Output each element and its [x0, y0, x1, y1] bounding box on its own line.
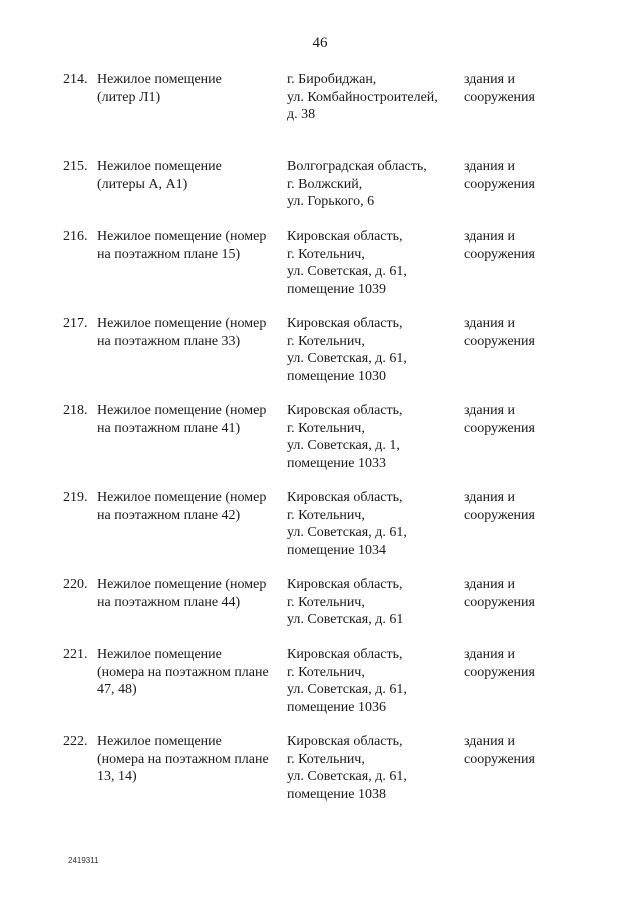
list-item — [0, 489, 640, 576]
entry-category-line: сооружения — [464, 664, 535, 680]
entry-category — [464, 228, 584, 263]
entry-name — [97, 71, 285, 106]
entry-address-line: г. Котельнич, — [287, 594, 365, 610]
entry-category-line: здания и — [464, 316, 516, 331]
entry-address — [287, 733, 457, 803]
entry-category-line: здания и — [464, 229, 516, 244]
entry-name-line: на поэтажном плане 44) — [97, 594, 241, 610]
entry-category-line: сооружения — [464, 420, 535, 436]
entry-name-line: Нежилое помещение — [97, 72, 222, 87]
entry-address-line: г. Волжский, — [287, 176, 363, 192]
entry-category-line: сооружения — [464, 333, 535, 349]
list-item — [0, 315, 640, 402]
entry-address-line: Кировская область, — [287, 403, 403, 418]
entry-category — [464, 71, 584, 106]
entry-address-line: г. Котельнич, — [287, 664, 365, 680]
entry-name — [97, 489, 285, 524]
entry-name-line: (литеры А, А1) — [97, 176, 188, 192]
entry-number: 221. — [63, 647, 88, 662]
entry-category — [464, 576, 584, 611]
entry-category — [464, 733, 584, 768]
entry-address-line: помещение 1030 — [287, 368, 386, 384]
entry-number: 219. — [63, 490, 88, 505]
entry-address-line: Кировская область, — [287, 734, 403, 749]
entry-address-line: г. Котельнич, — [287, 333, 365, 349]
entry-category-line: здания и — [464, 159, 516, 174]
entry-address-line: помещение 1036 — [287, 699, 386, 715]
entry-number: 222. — [63, 734, 88, 749]
entry-number: 214. — [63, 72, 88, 87]
page-number: 46 — [312, 35, 328, 51]
entry-category-line: сооружения — [464, 246, 535, 262]
entry-address-line: ул. Советская, д. 61, — [287, 525, 407, 540]
entry-address-line: Волгоградская область, — [287, 159, 427, 174]
entry-name-line: (номера на поэтажном плане — [97, 664, 269, 680]
entry-number: 218. — [63, 403, 88, 418]
entry-name — [97, 315, 285, 350]
entry-name-line: Нежилое помещение (номер — [97, 577, 267, 592]
entry-address — [287, 489, 457, 559]
entry-name — [97, 576, 285, 611]
entry-address-line: Кировская область, — [287, 647, 403, 662]
entry-name — [97, 158, 285, 193]
entry-category — [464, 646, 584, 681]
entry-address-line: г. Котельнич, — [287, 246, 365, 262]
entry-address-line: ул. Советская, д. 61, — [287, 769, 407, 784]
entry-category-line: здания и — [464, 490, 516, 505]
entry-category — [464, 158, 584, 193]
entry-name-line: Нежилое помещение — [97, 159, 222, 174]
entry-address-line: ул. Горького, 6 — [287, 194, 375, 209]
entry-number: 217. — [63, 316, 88, 331]
entry-name-line: Нежилое помещение (номер — [97, 490, 267, 505]
entry-address-line: Кировская область, — [287, 229, 403, 244]
entry-number: 216. — [63, 229, 88, 244]
list-item — [0, 646, 640, 733]
entry-name-line: (номера на поэтажном плане — [97, 751, 269, 767]
entry-address-line: Кировская область, — [287, 490, 403, 505]
entry-address — [287, 228, 457, 298]
entry-category-line: сооружения — [464, 594, 535, 610]
entry-name-line: (литер Л1) — [97, 89, 161, 105]
entry-name — [97, 733, 285, 786]
entry-address-line: Кировская область, — [287, 316, 403, 331]
entry-number: 220. — [63, 577, 88, 592]
entry-category — [464, 315, 584, 350]
entry-name-line: на поэтажном плане 41) — [97, 420, 241, 436]
entry-address — [287, 71, 457, 124]
entry-address-line: помещение 1038 — [287, 786, 386, 802]
entry-address-line: помещение 1034 — [287, 542, 386, 558]
entry-name-line: на поэтажном плане 15) — [97, 246, 241, 262]
entry-address-line: помещение 1039 — [287, 281, 386, 297]
entry-address-line: г. Котельнич, — [287, 420, 365, 436]
entry-address-line: д. 38 — [287, 107, 316, 122]
entry-address-line: ул. Советская, д. 61, — [287, 264, 407, 279]
entry-name — [97, 646, 285, 699]
entry-name-line: 13, 14) — [97, 769, 137, 784]
list-item — [0, 576, 640, 646]
entry-address — [287, 646, 457, 716]
list-item — [0, 71, 640, 158]
entry-name-line: Нежилое помещение (номер — [97, 229, 267, 244]
entry-category-line: сооружения — [464, 176, 535, 192]
entry-category-line: сооружения — [464, 507, 535, 523]
entries-list — [0, 71, 640, 820]
entry-address-line: ул. Советская, д. 61, — [287, 351, 407, 366]
entry-address-line: ул. Советская, д. 1, — [287, 438, 400, 453]
entry-address-line: помещение 1033 — [287, 455, 386, 471]
entry-category — [464, 402, 584, 437]
entry-address-line: ул. Советская, д. 61, — [287, 682, 407, 697]
entry-address-line: г. Котельнич, — [287, 507, 365, 523]
entry-name-line: Нежилое помещение — [97, 647, 222, 662]
entry-address — [287, 158, 457, 211]
entry-address-line: ул. Советская, д. 61 — [287, 612, 404, 627]
entry-address-line: г. Биробиджан, — [287, 72, 377, 87]
entry-category-line: здания и — [464, 72, 516, 87]
document-code: 2419311 — [68, 856, 99, 865]
list-item — [0, 158, 640, 228]
entry-address — [287, 576, 457, 629]
entry-name-line: Нежилое помещение (номер — [97, 316, 267, 331]
entry-category-line: здания и — [464, 734, 516, 749]
entry-number: 215. — [63, 159, 88, 174]
entry-address-line: ул. Комбайностроителей, — [287, 89, 438, 105]
entry-name-line: 47, 48) — [97, 682, 137, 697]
entry-name-line: Нежилое помещение (номер — [97, 403, 267, 418]
entry-category — [464, 489, 584, 524]
entry-address-line: г. Котельнич, — [287, 751, 365, 767]
entry-address — [287, 402, 457, 472]
list-item — [0, 733, 640, 820]
entry-name-line: на поэтажном плане 42) — [97, 507, 241, 523]
entry-address — [287, 315, 457, 385]
entry-name-line: на поэтажном плане 33) — [97, 333, 241, 349]
entry-name — [97, 228, 285, 263]
entry-category-line: здания и — [464, 577, 516, 592]
entry-name-line: Нежилое помещение — [97, 734, 222, 749]
entry-address-line: Кировская область, — [287, 577, 403, 592]
entry-category-line: сооружения — [464, 89, 535, 105]
entry-category-line: сооружения — [464, 751, 535, 767]
entry-category-line: здания и — [464, 647, 516, 662]
entry-category-line: здания и — [464, 403, 516, 418]
entry-name — [97, 402, 285, 437]
list-item — [0, 402, 640, 489]
list-item — [0, 228, 640, 315]
